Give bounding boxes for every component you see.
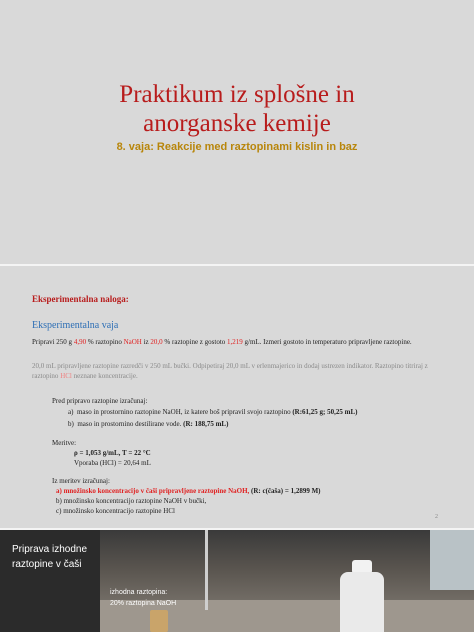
photo-slide-title: Priprava izhodne raztopine v čaši — [12, 544, 88, 570]
photo-caption: izhodna raztopina: 20% raztopina NaOH — [110, 589, 177, 607]
task-paragraph-1: Pripravi 250 g 4,90 % raztopino NaOH iz 20,0 % raztopine z gostoto 1,219 g/mL. Izmeri gostoto in temperaturo pripravljene raztopine. — [32, 338, 412, 346]
page-number: 2 — [435, 514, 438, 520]
task-paragraph-2: 20,0 mL pripravljene raztopine razredči v 250 mL bučki. Odpipetiraj 20,0 mL v erlenmajerico in dodaj ustrezen indikator. Raztopino titriraj z raztopino HCl neznane koncentracije. — [32, 362, 428, 380]
item-b: b) maso in prostornino destilirane vode. (R: 188,75 mL) — [68, 420, 229, 428]
meritve-label: Meritve: — [52, 439, 77, 447]
photo-bottle — [340, 572, 384, 632]
titration-volume: Vporaba (HCl) = 20,64 mL — [74, 459, 151, 467]
item-a: a) maso in prostornino raztopine NaOH, iz katere boš pripravil svojo raztopino (R:61,25 g; 50,25 mL) — [68, 408, 358, 416]
photo-beaker — [150, 610, 168, 632]
calc-c: c) množinsko koncentracijo raztopine HCl — [56, 507, 175, 515]
density-temperature: ρ = 1,053 g/mL, T = 22 °C — [74, 449, 151, 457]
task-subheading: Eksperimentalna vaja — [32, 320, 119, 331]
photo-stand — [205, 530, 208, 610]
calc-a: a) množinsko koncentracijo v čaši pripravljene raztopine NaOH, (R: c(čaša) = 1,2899 M) — [56, 487, 321, 495]
photo-slide — [0, 530, 474, 632]
slide-subtitle: 8. vaja: Reakcije med raztopinami kislin in baz — [116, 141, 358, 153]
pre-calc-label: Pred pripravo raztopine izračunaj: — [52, 397, 148, 405]
iz-meritev-label: Iz meritev izračunaj: — [52, 477, 110, 485]
title-slide — [0, 0, 474, 264]
lab-photo — [100, 530, 474, 632]
task-slide — [0, 266, 474, 528]
slide-title — [0, 80, 474, 138]
calc-b: b) množinsko koncentracijo raztopine NaOH v bučki, — [56, 497, 207, 505]
title-line-1: Praktikum iz splošne in — [119, 81, 355, 108]
task-heading: Eksperimentalna naloga: — [32, 294, 129, 304]
photo-window — [430, 530, 474, 590]
title-line-2: anorganske kemije — [143, 110, 331, 137]
